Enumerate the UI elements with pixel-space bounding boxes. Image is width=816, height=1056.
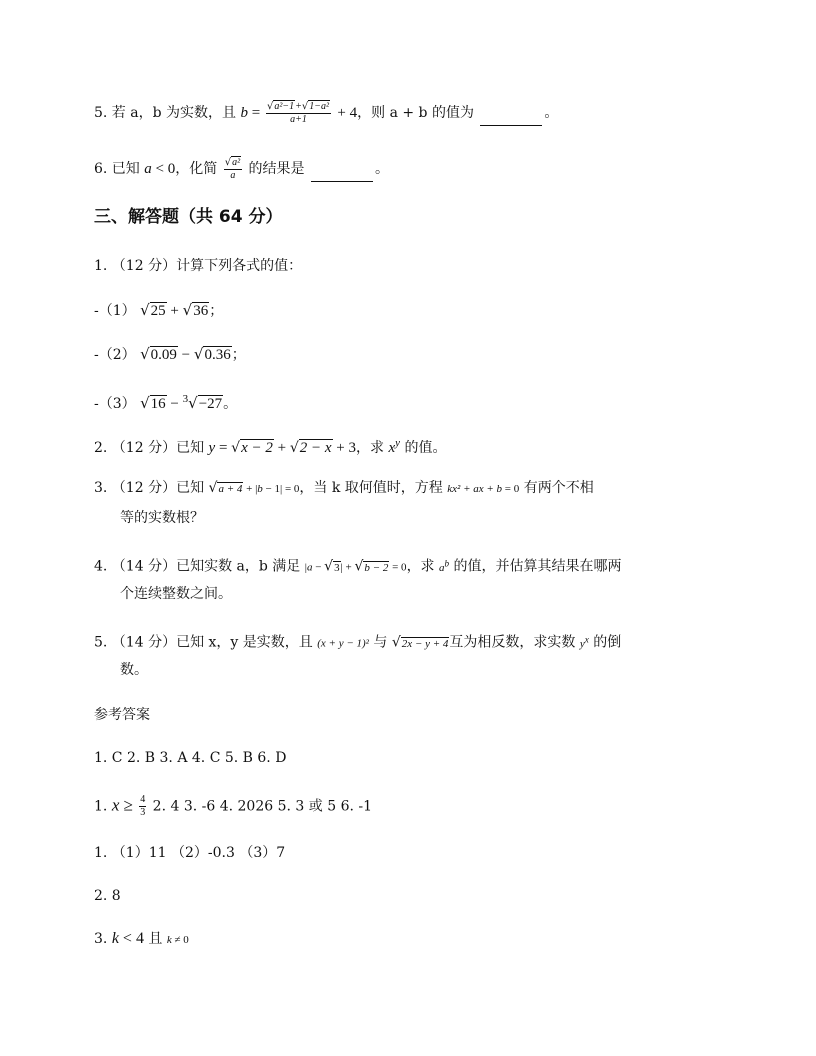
answers-title: 参考答案 [94, 707, 150, 723]
fill-question-5: 5. 若 a，b 为实数，且 b = $\frac{\text{√a²−1+√1−a²}}{a+1}$ + 4，则 a + b 的值为 。 [94, 101, 559, 125]
answers-line-2: 1. x ≥ $\frac{4}{3}$ 2. 4 3. -6 4. 2026 5. 3 或 5 6. -1 [94, 794, 373, 818]
problem-1: 1. （12 分）计算下列各式的值： [94, 258, 303, 274]
answers-line-3: 1. （1）11 （2）-0.3 （3）7 [94, 845, 286, 861]
fraction-b: $\frac{\text{√a²−1+√1−a²}}{a+1}$ [266, 101, 329, 125]
problem-1-item-2: -（2） √0.09 − √0.36； [94, 345, 246, 363]
answers-line-5: 3. k < 4 且 k ≠ 0 [94, 930, 189, 947]
fraction-4-over-3: $\frac{4}{3}$ [140, 794, 146, 818]
section-title: 三、解答题（共 64 分） [94, 207, 283, 227]
answers-line-1: 1. C 2. B 3. A 4. C 5. B 6. D [94, 750, 287, 766]
answer-blank [480, 111, 542, 126]
problem-1-item-3: -（3） √16 − $^3$√−27。 [94, 393, 238, 412]
problem-5-continued: 数。 [120, 662, 148, 678]
problem-3: 3. （12 分）已知 √a + 4 + |b − 1| = 0，当 k 取何值时，方程 kx² + ax + b = 0 有两个不相 [94, 480, 594, 496]
problem-4: 4. （14 分）已知实数 a，b 满足 |a − √3| + √b − 2 = 0，求 $a^b$ 的值，并估算其结果在哪两 [94, 558, 622, 575]
fill-question-6: 6. 已知 a < 0，化简 $\frac{\text{√a²}}{a}$ 的结果是 。 [94, 157, 389, 181]
fraction-sqrt-a2-over-a: $\frac{\text{√a²}}{a}$ [224, 157, 241, 181]
problem-4-continued: 个连续整数之间。 [120, 586, 232, 602]
formula-b: b [240, 105, 248, 121]
problem-1-item-1: -（1） √25 + √36； [94, 301, 224, 319]
problem-3-continued: 等的实数根？ [120, 510, 204, 526]
problem-5: 5. （14 分）已知 x，y 是实数，且 (x + y − 1)² 与 √2x − y + 4互为相反数，求实数 $y^x$ 的倒 [94, 634, 622, 651]
answer-blank [311, 167, 373, 182]
problem-2: 2. （12 分）已知 y = √x − 2 + √2 − x + 3，求 $x^y$ 的值。 [94, 437, 447, 456]
answers-line-4: 2. 8 [94, 888, 121, 904]
